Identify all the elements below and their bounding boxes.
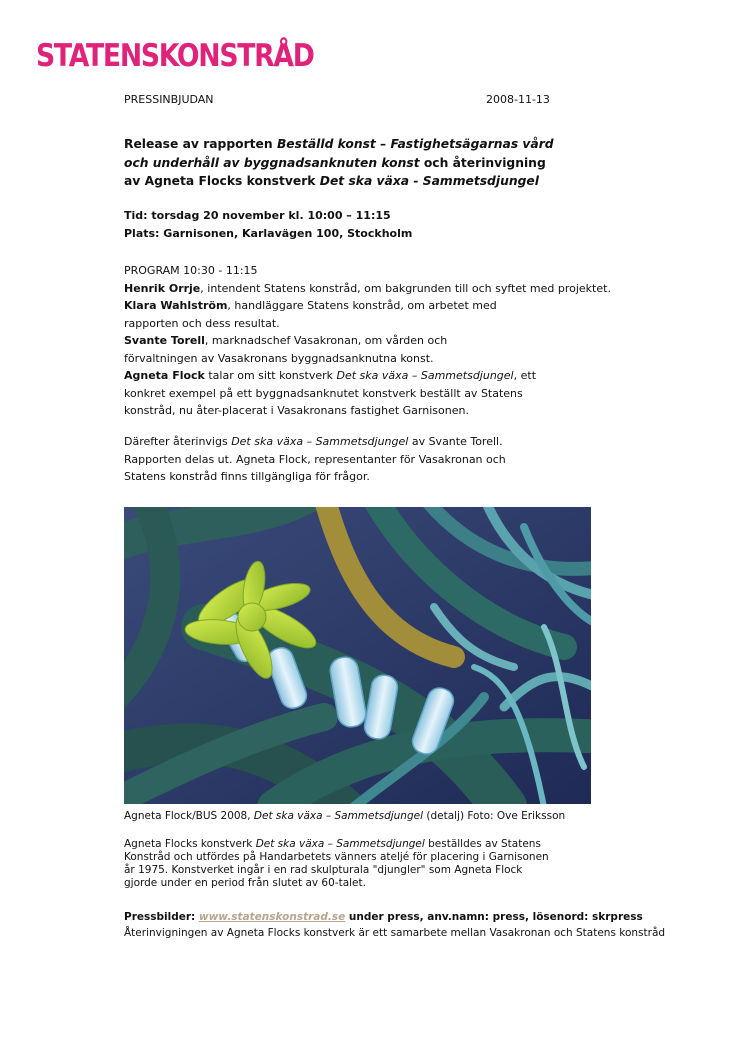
artwork-photo (124, 507, 591, 804)
document-date: 2008-11-13 (486, 93, 550, 106)
collaboration-note: Återinvigningen av Agneta Flocks konstverk är ett samarbete mellan Vasakronan och Statens konstråd (124, 927, 666, 939)
press-label: Pressbilder: (124, 911, 199, 923)
logo: STATENSKONSTRÅD (36, 38, 314, 74)
event-place: Plats: Garnisonen, Karlavägen 100, Stockholm (124, 227, 413, 240)
headline: Release av rapporten Beställd konst – Fastighetsägarnas vård och underhåll av byggnadsanknuten konst och återinvigning av Agneta Flocks konstverk Det ska växa - Sammetsdjungel (124, 137, 554, 188)
press-images (124, 909, 665, 941)
program-heading: PROGRAM 10:30 - 11:15 (124, 264, 258, 277)
press-link[interactable]: www.statenskonstrad.se (198, 911, 346, 923)
closing-section (124, 433, 624, 486)
artwork-description: Agneta Flocks konstverk Det ska växa – Sammetsdjungel beställdes av Statens Konstråd och utfördes på Handarbetets vänners ateljé för placering i Garnisonen år 1975. Konstverket ingår i en rad skulpturala "djungler" som Agneta Flock gjorde under en period från slutet av 60-talet. (124, 838, 549, 889)
document-type: PRESSINBJUDAN (124, 93, 214, 106)
program-item: Svante Torell, marknadschef Vasakronan, om vården och förvaltningen av Vasakronans byggnadsanknutna konst. (124, 334, 448, 365)
program-item: Henrik Orrje, intendent Statens konstråd, om bakgrunden till och syftet med projektet. (124, 281, 611, 295)
reinauguration-text: Därefter återinvigs Det ska växa – Sammetsdjungel av Svante Torell. (124, 435, 503, 448)
photo-caption: Agneta Flock/BUS 2008, Det ska växa – Sammetsdjungel (detalj) Foto: Ove Eriksson (124, 810, 566, 822)
program-item: Agneta Flock talar om sitt konstverk Det ska växa – Sammetsdjungel, ett konkret exempel på ett byggnadsanknutet konstverk beställt av Statens konstråd, nu åter-placerat i Vasakronans fastighet Garnisonen. (124, 369, 537, 417)
program-section (124, 262, 624, 420)
event-time: Tid: torsdag 20 november kl. 10:00 – 11:15 (124, 209, 391, 222)
press-credentials: under press, anv.namn: press, lösenord: skrpress (345, 911, 643, 923)
report-text: Rapporten delas ut. Agneta Flock, representanter för Vasakronan och Statens konstråd finns tillgängliga för frågor. (124, 452, 506, 483)
program-item: Klara Wahlström, handläggare Statens konstråd, om arbetet med rapporten och dess resultat. (124, 299, 497, 330)
